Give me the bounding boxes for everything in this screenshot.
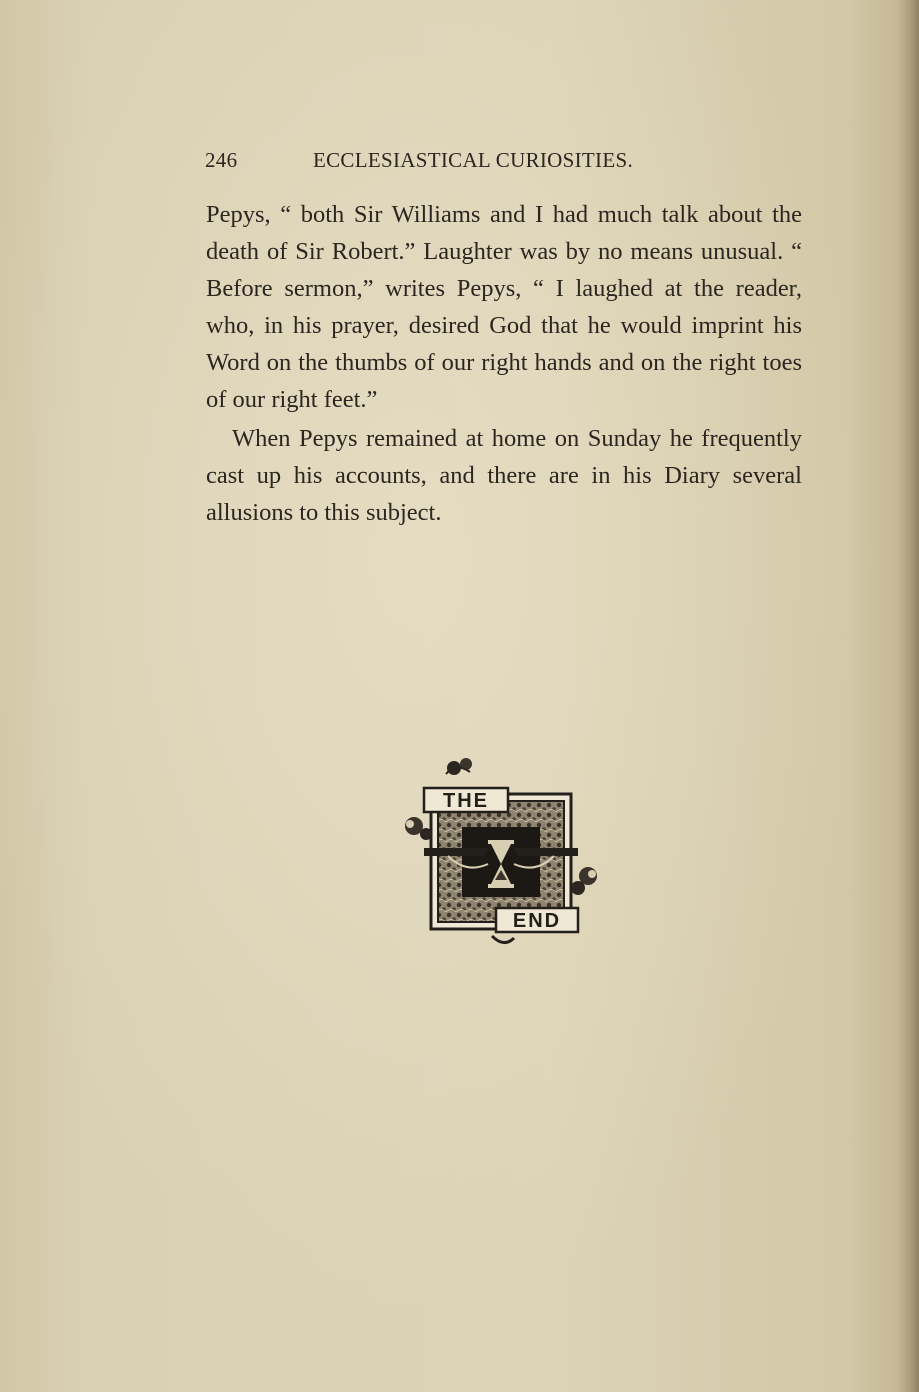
- paragraph-2: When Pepys remained at home on Sunday he frequently cast up his accounts, and there are in his Diary several allusions to this subject.: [206, 425, 802, 526]
- rose-right-icon: [571, 867, 597, 895]
- body-text: [206, 196, 802, 531]
- paragraph-1: Pepys, “ both Sir Williams and I had much talk about the death of Sir Robert.” Laughter was by no means unusual. “ Before sermon,” writes Pepys, “ I laughed at the reader, who, in his prayer, desired God that he would imprint his Word on the thumbs of our right hands and on the right toes of our right feet.”: [206, 201, 802, 413]
- page-header: [205, 148, 685, 178]
- the-end-ornament: [396, 752, 606, 952]
- ornament-bottom-label: END: [512, 910, 562, 932]
- rose-left-icon: [405, 817, 432, 840]
- page-number: 246: [205, 148, 238, 172]
- page-edge-shadow: [897, 0, 919, 1392]
- flower-sprig-icon: [446, 758, 472, 775]
- running-head: ECCLESIASTICAL CURIOSITIES.: [313, 148, 633, 172]
- ornament-top-label: THE: [443, 790, 489, 812]
